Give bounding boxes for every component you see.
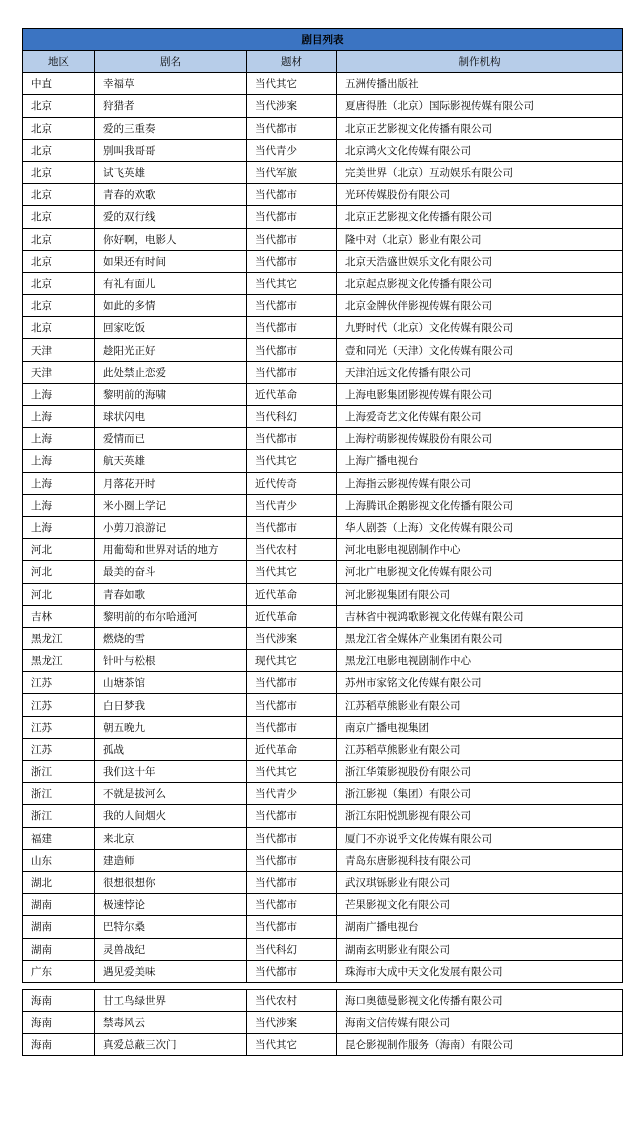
cell-producer: 河北广电影视文化传媒有限公司 xyxy=(337,561,623,583)
cell-drama-name: 如此的多情 xyxy=(95,295,247,317)
header-producer: 制作机构 xyxy=(337,51,623,73)
table-row xyxy=(23,516,623,538)
cell-genre: 当代都市 xyxy=(247,117,337,139)
table-row xyxy=(23,871,623,893)
cell-producer: 上海柠萌影视传媒股份有限公司 xyxy=(337,428,623,450)
table-row xyxy=(23,605,623,627)
cell-genre: 当代科幻 xyxy=(247,406,337,428)
cell-region: 江苏 xyxy=(23,716,95,738)
table-row xyxy=(23,1012,623,1034)
cell-genre: 当代青少 xyxy=(247,783,337,805)
cell-producer: 上海电影集团影视传媒有限公司 xyxy=(337,383,623,405)
cell-drama-name: 不就是拔河么 xyxy=(95,783,247,805)
table-row xyxy=(23,339,623,361)
cell-region: 广东 xyxy=(23,960,95,982)
table-row xyxy=(23,989,623,1011)
cell-drama-name: 白日梦我 xyxy=(95,694,247,716)
cell-region: 北京 xyxy=(23,139,95,161)
cell-drama-name: 黎明前的海啸 xyxy=(95,383,247,405)
table-title: 剧目列表 xyxy=(23,29,623,51)
cell-drama-name: 黎明前的布尔哈通河 xyxy=(95,605,247,627)
cell-genre: 当代农村 xyxy=(247,539,337,561)
table-row xyxy=(23,894,623,916)
cell-drama-name: 禁毒风云 xyxy=(95,1012,247,1034)
cell-genre: 当代都市 xyxy=(247,339,337,361)
cell-region: 黑龙江 xyxy=(23,650,95,672)
table-title-row xyxy=(23,29,623,51)
cell-producer: 厦门不亦说乎文化传媒有限公司 xyxy=(337,827,623,849)
cell-drama-name: 米小圈上学记 xyxy=(95,494,247,516)
cell-drama-name: 极速悖论 xyxy=(95,894,247,916)
cell-producer: 黑龙江省全媒体产业集团有限公司 xyxy=(337,627,623,649)
cell-producer: 上海广播电视台 xyxy=(337,450,623,472)
table-row xyxy=(23,650,623,672)
table-row xyxy=(23,73,623,95)
cell-producer: 浙江影视（集团）有限公司 xyxy=(337,783,623,805)
cell-region: 北京 xyxy=(23,228,95,250)
cell-region: 福建 xyxy=(23,827,95,849)
cell-genre: 当代都市 xyxy=(247,805,337,827)
table-row xyxy=(23,184,623,206)
cell-drama-name: 建造师 xyxy=(95,849,247,871)
cell-region: 北京 xyxy=(23,117,95,139)
cell-producer: 光环传媒股份有限公司 xyxy=(337,184,623,206)
cell-region: 天津 xyxy=(23,361,95,383)
table-row xyxy=(23,960,623,982)
cell-region: 北京 xyxy=(23,95,95,117)
cell-drama-name: 狩猎者 xyxy=(95,95,247,117)
cell-genre: 当代都市 xyxy=(247,849,337,871)
cell-genre: 当代都市 xyxy=(247,960,337,982)
cell-genre: 当代其它 xyxy=(247,73,337,95)
cell-producer: 武汉琪铄影业有限公司 xyxy=(337,871,623,893)
cell-genre: 当代涉案 xyxy=(247,627,337,649)
cell-region: 黑龙江 xyxy=(23,627,95,649)
cell-genre: 当代青少 xyxy=(247,494,337,516)
cell-region: 上海 xyxy=(23,406,95,428)
cell-producer: 浙江华策影视股份有限公司 xyxy=(337,761,623,783)
table-row xyxy=(23,738,623,760)
cell-region: 北京 xyxy=(23,161,95,183)
cell-producer: 九野时代（北京）文化传媒有限公司 xyxy=(337,317,623,339)
cell-drama-name: 航天英雄 xyxy=(95,450,247,472)
cell-drama-name: 针叶与松根 xyxy=(95,650,247,672)
cell-drama-name: 孤战 xyxy=(95,738,247,760)
cell-drama-name: 真爱总蔽三次门 xyxy=(95,1034,247,1056)
cell-genre: 当代都市 xyxy=(247,827,337,849)
table-row xyxy=(23,672,623,694)
cell-drama-name: 山塘茶馆 xyxy=(95,672,247,694)
cell-genre: 当代军旅 xyxy=(247,161,337,183)
cell-genre: 当代都市 xyxy=(247,694,337,716)
table-row xyxy=(23,583,623,605)
cell-region: 上海 xyxy=(23,450,95,472)
cell-region: 江苏 xyxy=(23,738,95,760)
cell-producer: 珠海市大成中天文化发展有限公司 xyxy=(337,960,623,982)
cell-genre: 当代都市 xyxy=(247,228,337,250)
cell-drama-name: 此处禁止恋爱 xyxy=(95,361,247,383)
cell-genre: 当代都市 xyxy=(247,916,337,938)
cell-genre: 当代科幻 xyxy=(247,938,337,960)
drama-list-table xyxy=(22,28,623,983)
cell-producer: 北京正艺影视文化传播有限公司 xyxy=(337,117,623,139)
table-row xyxy=(23,272,623,294)
cell-producer: 上海指云影视传媒有限公司 xyxy=(337,472,623,494)
cell-region: 北京 xyxy=(23,295,95,317)
cell-genre: 当代都市 xyxy=(247,894,337,916)
cell-drama-name: 别叫我哥哥 xyxy=(95,139,247,161)
cell-region: 天津 xyxy=(23,339,95,361)
cell-region: 海南 xyxy=(23,989,95,1011)
table-row xyxy=(23,694,623,716)
cell-producer: 上海腾讯企鹅影视文化传播有限公司 xyxy=(337,494,623,516)
table-row xyxy=(23,317,623,339)
cell-producer: 青岛东唐影视科技有限公司 xyxy=(337,849,623,871)
cell-region: 浙江 xyxy=(23,805,95,827)
table-row xyxy=(23,117,623,139)
table-row xyxy=(23,849,623,871)
cell-producer: 芒果影视文化有限公司 xyxy=(337,894,623,916)
header-genre: 题材 xyxy=(247,51,337,73)
cell-genre: 当代都市 xyxy=(247,428,337,450)
cell-region: 上海 xyxy=(23,516,95,538)
cell-genre: 近代传奇 xyxy=(247,472,337,494)
cell-producer: 上海爱奇艺文化传媒有限公司 xyxy=(337,406,623,428)
cell-region: 江苏 xyxy=(23,694,95,716)
cell-genre: 当代涉案 xyxy=(247,1012,337,1034)
cell-region: 北京 xyxy=(23,272,95,294)
table-row xyxy=(23,361,623,383)
table-row xyxy=(23,406,623,428)
table-row xyxy=(23,1034,623,1056)
cell-producer: 北京起点影视文化传播有限公司 xyxy=(337,272,623,294)
table-body xyxy=(23,73,623,983)
cell-drama-name: 燃烧的雪 xyxy=(95,627,247,649)
cell-producer: 海南文信传媒有限公司 xyxy=(337,1012,623,1034)
cell-region: 湖南 xyxy=(23,894,95,916)
cell-genre: 当代涉案 xyxy=(247,95,337,117)
cell-drama-name: 朝五晚九 xyxy=(95,716,247,738)
cell-region: 湖南 xyxy=(23,916,95,938)
cell-genre: 近代革命 xyxy=(247,605,337,627)
cell-drama-name: 爱的双行线 xyxy=(95,206,247,228)
cell-drama-name: 来北京 xyxy=(95,827,247,849)
cell-drama-name: 如果还有时间 xyxy=(95,250,247,272)
cell-region: 海南 xyxy=(23,1034,95,1056)
cell-drama-name: 爱的三重奏 xyxy=(95,117,247,139)
table-row xyxy=(23,295,623,317)
cell-producer: 湖南玄明影业有限公司 xyxy=(337,938,623,960)
cell-drama-name: 我的人间烟火 xyxy=(95,805,247,827)
cell-genre: 当代都市 xyxy=(247,317,337,339)
table-row xyxy=(23,250,623,272)
table-row xyxy=(23,139,623,161)
table-row xyxy=(23,95,623,117)
cell-producer: 北京正艺影视文化传播有限公司 xyxy=(337,206,623,228)
table-body-continued xyxy=(23,989,623,1056)
cell-genre: 当代其它 xyxy=(247,450,337,472)
cell-producer: 南京广播电视集团 xyxy=(337,716,623,738)
cell-region: 北京 xyxy=(23,317,95,339)
cell-drama-name: 试飞英雄 xyxy=(95,161,247,183)
cell-region: 河北 xyxy=(23,583,95,605)
cell-genre: 当代都市 xyxy=(247,206,337,228)
cell-region: 北京 xyxy=(23,184,95,206)
table-row xyxy=(23,161,623,183)
table-row xyxy=(23,783,623,805)
cell-region: 江苏 xyxy=(23,672,95,694)
cell-producer: 苏州市家铭文化传媒有限公司 xyxy=(337,672,623,694)
cell-producer: 天津泊远文化传播有限公司 xyxy=(337,361,623,383)
cell-drama-name: 我们这十年 xyxy=(95,761,247,783)
cell-region: 湖南 xyxy=(23,938,95,960)
cell-genre: 当代其它 xyxy=(247,1034,337,1056)
table-row xyxy=(23,916,623,938)
table-row xyxy=(23,627,623,649)
cell-drama-name: 用葡萄和世界对话的地方 xyxy=(95,539,247,561)
cell-drama-name: 最美的奋斗 xyxy=(95,561,247,583)
cell-region: 海南 xyxy=(23,1012,95,1034)
cell-drama-name: 巴特尔桑 xyxy=(95,916,247,938)
cell-region: 中直 xyxy=(23,73,95,95)
cell-drama-name: 趁阳光正好 xyxy=(95,339,247,361)
table-row xyxy=(23,716,623,738)
cell-drama-name: 青春如歌 xyxy=(95,583,247,605)
cell-producer: 壹和同光（天津）文化传媒有限公司 xyxy=(337,339,623,361)
cell-genre: 当代都市 xyxy=(247,295,337,317)
cell-genre: 现代其它 xyxy=(247,650,337,672)
cell-region: 浙江 xyxy=(23,783,95,805)
cell-genre: 当代都市 xyxy=(247,716,337,738)
header-region: 地区 xyxy=(23,51,95,73)
cell-genre: 当代都市 xyxy=(247,184,337,206)
cell-drama-name: 灵兽战纪 xyxy=(95,938,247,960)
cell-producer: 华人剧荟（上海）文化传媒有限公司 xyxy=(337,516,623,538)
table-row xyxy=(23,938,623,960)
cell-drama-name: 回家吃饭 xyxy=(95,317,247,339)
cell-genre: 近代革命 xyxy=(247,383,337,405)
cell-drama-name: 甘工鸟绿世界 xyxy=(95,989,247,1011)
cell-genre: 当代都市 xyxy=(247,250,337,272)
cell-producer: 昆仑影视制作服务（海南）有限公司 xyxy=(337,1034,623,1056)
cell-region: 山东 xyxy=(23,849,95,871)
cell-drama-name: 月落花开时 xyxy=(95,472,247,494)
table-row xyxy=(23,827,623,849)
drama-list-table-continued xyxy=(22,989,623,1057)
cell-region: 上海 xyxy=(23,428,95,450)
cell-region: 浙江 xyxy=(23,761,95,783)
cell-producer: 江苏稻草熊影业有限公司 xyxy=(337,694,623,716)
table-row xyxy=(23,383,623,405)
cell-genre: 当代其它 xyxy=(247,272,337,294)
cell-producer: 浙江东阳悦凯影视有限公司 xyxy=(337,805,623,827)
cell-producer: 北京天浩盛世娱乐文化有限公司 xyxy=(337,250,623,272)
cell-drama-name: 有礼有面儿 xyxy=(95,272,247,294)
cell-producer: 黑龙江电影电视剧制作中心 xyxy=(337,650,623,672)
cell-drama-name: 幸福草 xyxy=(95,73,247,95)
cell-producer: 完美世界（北京）互动娱乐有限公司 xyxy=(337,161,623,183)
table-row xyxy=(23,539,623,561)
cell-region: 上海 xyxy=(23,383,95,405)
cell-producer: 河北电影电视剧制作中心 xyxy=(337,539,623,561)
cell-drama-name: 很想很想你 xyxy=(95,871,247,893)
table-wrapper xyxy=(22,28,622,1056)
cell-producer: 北京鸿火文化传媒有限公司 xyxy=(337,139,623,161)
cell-drama-name: 你好啊，电影人 xyxy=(95,228,247,250)
cell-producer: 江苏稻草熊影业有限公司 xyxy=(337,738,623,760)
cell-genre: 当代其它 xyxy=(247,761,337,783)
cell-region: 上海 xyxy=(23,494,95,516)
cell-producer: 夏唐得胜（北京）国际影视传媒有限公司 xyxy=(337,95,623,117)
table-row xyxy=(23,450,623,472)
cell-producer: 河北影视集团有限公司 xyxy=(337,583,623,605)
cell-drama-name: 遇见爱美味 xyxy=(95,960,247,982)
cell-region: 河北 xyxy=(23,539,95,561)
table-row xyxy=(23,206,623,228)
table-row xyxy=(23,472,623,494)
cell-region: 北京 xyxy=(23,250,95,272)
cell-producer: 五洲传播出版社 xyxy=(337,73,623,95)
cell-genre: 近代革命 xyxy=(247,738,337,760)
cell-genre: 当代都市 xyxy=(247,871,337,893)
cell-genre: 当代青少 xyxy=(247,139,337,161)
cell-drama-name: 爱情而已 xyxy=(95,428,247,450)
table-header-row xyxy=(23,51,623,73)
cell-region: 上海 xyxy=(23,472,95,494)
cell-region: 河北 xyxy=(23,561,95,583)
cell-drama-name: 球状闪电 xyxy=(95,406,247,428)
cell-producer: 吉林省中视鸿歌影视文化传媒有限公司 xyxy=(337,605,623,627)
cell-producer: 湖南广播电视台 xyxy=(337,916,623,938)
cell-region: 北京 xyxy=(23,206,95,228)
cell-genre: 当代农村 xyxy=(247,989,337,1011)
cell-drama-name: 青春的欢歌 xyxy=(95,184,247,206)
cell-genre: 当代都市 xyxy=(247,361,337,383)
cell-drama-name: 小剪刀浪游记 xyxy=(95,516,247,538)
cell-genre: 当代都市 xyxy=(247,672,337,694)
header-drama-name: 剧名 xyxy=(95,51,247,73)
cell-region: 吉林 xyxy=(23,605,95,627)
table-row xyxy=(23,428,623,450)
cell-producer: 北京金牌伙伴影视传媒有限公司 xyxy=(337,295,623,317)
table-row xyxy=(23,561,623,583)
table-row xyxy=(23,761,623,783)
cell-genre: 当代都市 xyxy=(247,516,337,538)
cell-producer: 隆中对（北京）影业有限公司 xyxy=(337,228,623,250)
cell-region: 湖北 xyxy=(23,871,95,893)
cell-genre: 当代其它 xyxy=(247,561,337,583)
cell-producer: 海口奥德曼影视文化传播有限公司 xyxy=(337,989,623,1011)
table-row xyxy=(23,494,623,516)
table-row xyxy=(23,228,623,250)
cell-genre: 近代革命 xyxy=(247,583,337,605)
table-row xyxy=(23,805,623,827)
